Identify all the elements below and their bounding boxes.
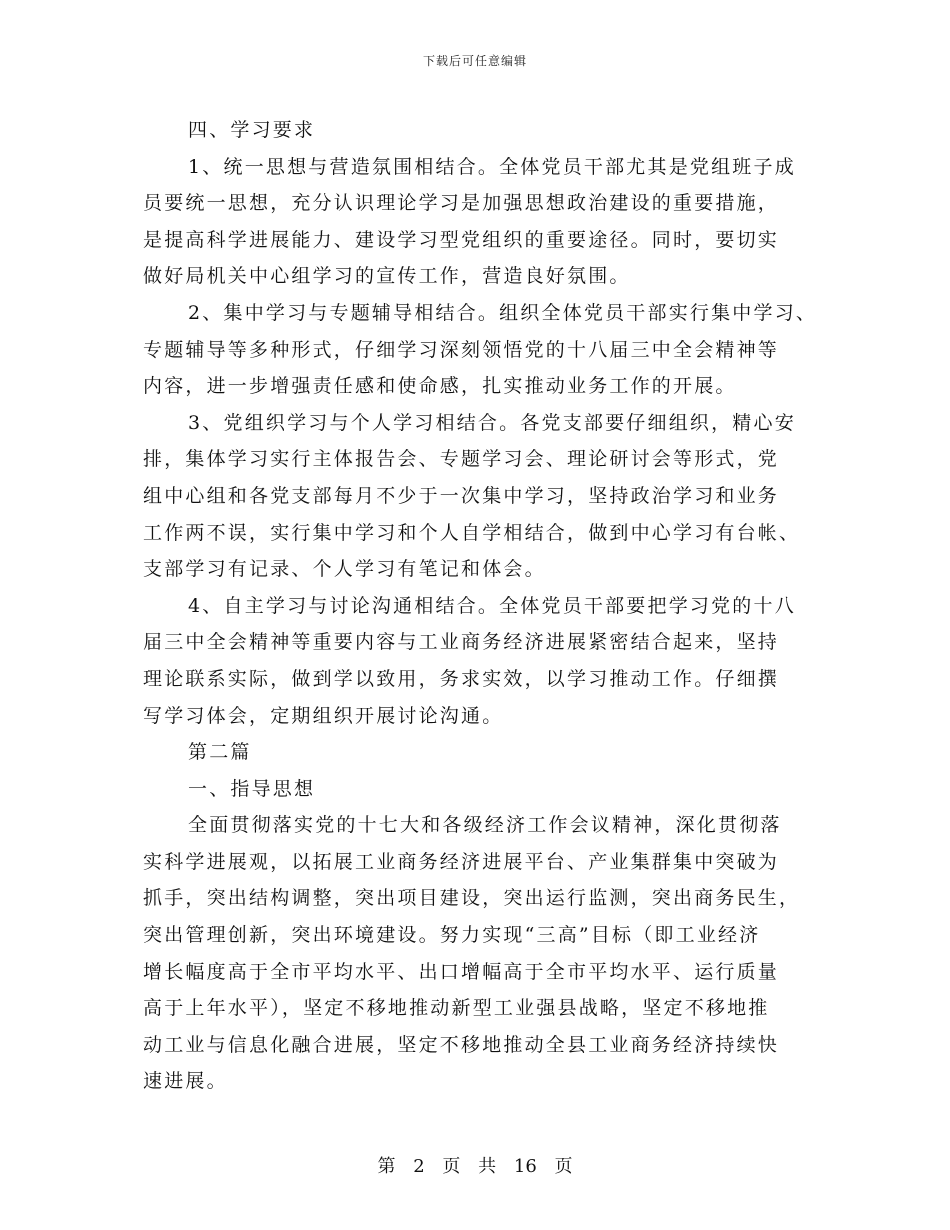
body-line: 3、党组织学习与个人学习相结合。各党支部要仔细组织，精心安 [188,411,796,434]
body-line: 抓手，突出结构调整，突出项目建设，突出运行监测，突出商务民生， [143,887,801,910]
body-line: 内容，进一步增强责任感和使命感，扎实推动业务工作的开展。 [143,375,737,398]
section-heading: 一、指导思想 [188,777,316,800]
section-title: 第二篇 [188,741,252,764]
footer-total-word: 共 [478,1156,497,1177]
footer-prefix: 第 [377,1156,396,1177]
body-line: 届三中全会精神等重要内容与工业商务经济进展紧密结合起来，坚持 [143,631,780,654]
footer-page-word: 页 [442,1156,461,1177]
body-line: 是提高科学进展能力、建设学习型党组织的重要途径。同时，要切实 [143,228,780,251]
body-line: 组中心组和各党支部每月不少于一次集中学习，坚持政治学习和业务 [143,484,780,507]
body-line: 工作两不误，实行集中学习和个人自学相结合，做到中心学习有台帐、 [143,521,801,544]
body-line: 四、学习要求 [188,119,316,141]
body-line: 速进展。 [143,1070,228,1093]
body-line: 排，集体学习实行主体报告会、专题学习会、理论研讨会等形式，党 [143,448,780,471]
page-footer [0,1152,950,1178]
footer-current-page: 2 [413,1156,425,1177]
body-line: 员要统一思想，充分认识理论学习是加强思想政治建设的重要措施， [143,192,780,215]
body-line: 高于上年水平），坚定不移地推动新型工业强县战略，坚定不移地推 [143,997,770,1020]
body-line: 增长幅度高于全市平均水平、出口增幅高于全市平均水平、运行质量 [143,960,780,983]
body-line: 理论联系实际，做到学以致用，务求实效，以学习推动工作。仔细撰 [143,667,780,690]
footer-suffix: 页 [554,1156,573,1177]
body-line: 实科学进展观，以拓展工业商务经济进展平台、产业集群集中突破为 [143,850,780,873]
footer-total-pages: 16 [513,1156,537,1177]
document-body [143,112,823,1100]
body-line: 做好局机关中心组学习的宣传工作，营造良好氛围。 [143,265,631,288]
body-line: 专题辅导等多种形式，仔细学习深刻领悟党的十八届三中全会精神等 [143,338,780,361]
body-line: 突出管理创新，突出环境建设。努力实现“三高”目标（即工业经济 [143,924,761,947]
body-line: 2、集中学习与专题辅导相结合。组织全体党员干部实行集中学习、 [188,301,818,324]
body-line: 1、统一思想与营造氛围相结合。全体党员干部尤其是党组班子成 [188,155,796,178]
body-line: 动工业与信息化融合进展，坚定不移地推动全县工业商务经济持续快 [143,1033,780,1056]
page-header-note: 下载后可任意编辑 [422,54,527,68]
body-line: 支部学习有记录、个人学习有笔记和体会。 [143,558,546,581]
body-line: 4、自主学习与讨论沟通相结合。全体党员干部要把学习党的十八 [188,594,796,617]
body-line: 全面贯彻落实党的十七大和各级经济工作会议精神，深化贯彻落 [188,814,782,837]
body-line: 写学习体会，定期组织开展讨论沟通。 [143,704,504,727]
